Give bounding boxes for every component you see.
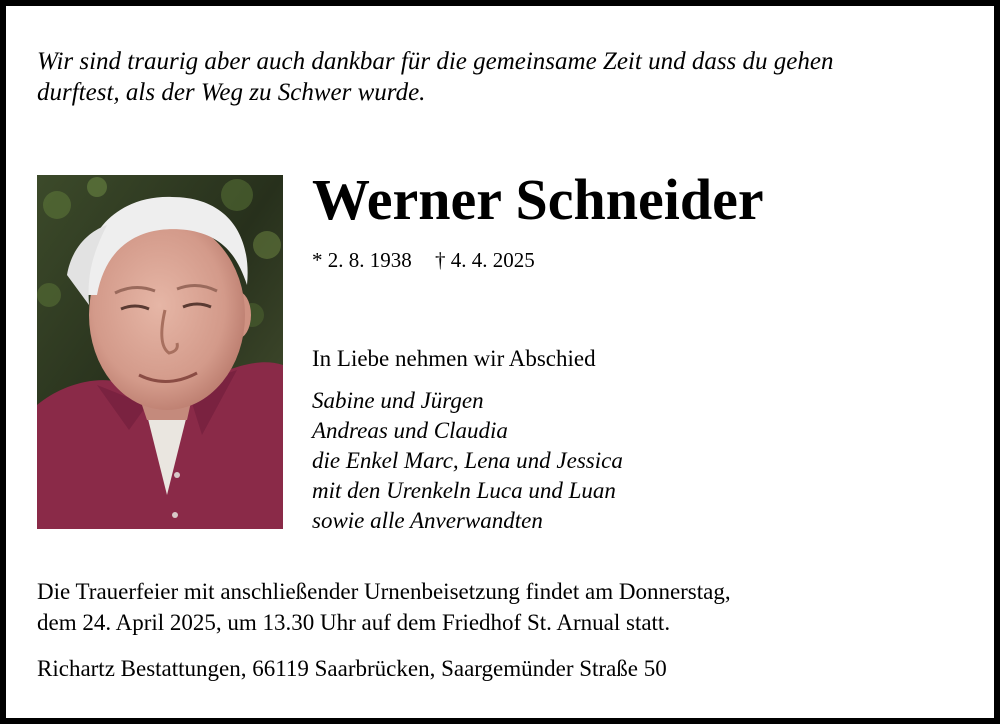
mourner-line: die Enkel Marc, Lena und Jessica (312, 448, 623, 473)
deceased-name: Werner Schneider (312, 167, 764, 232)
mourner-line: sowie alle Anverwandten (312, 508, 543, 533)
motto (37, 46, 957, 108)
death-date: † 4. 4. 2025 (435, 248, 535, 272)
mourner-line: Andreas und Claudia (312, 418, 508, 443)
farewell-text: In Liebe nehmen wir Abschied (312, 346, 596, 371)
ceremony-line-1: Die Trauerfeier mit anschließender Urnenbeisetzung findet am Donnerstag, (37, 579, 731, 604)
mourner-line: mit den Urenkeln Luca und Luan (312, 478, 616, 503)
mourner-line: Sabine und Jürgen (312, 388, 484, 413)
ceremony-info (37, 576, 977, 638)
ceremony-line-2: dem 24. April 2025, um 13.30 Uhr auf dem Friedhof St. Arnual statt. (37, 610, 671, 635)
motto-line-1: Wir sind traurig aber auch dankbar für die gemeinsame Zeit und dass du gehen (37, 48, 834, 75)
motto-line-2: durftest, als der Weg zu Schwer wurde. (37, 79, 426, 106)
mourners-list (312, 386, 623, 536)
undertaker-info: Richartz Bestattungen, 66119 Saarbrücken, Saargemünder Straße 50 (37, 656, 667, 681)
portrait-photo (37, 175, 283, 529)
birth-date: * 2. 8. 1938 (312, 248, 412, 272)
life-dates (312, 248, 553, 273)
portrait-illustration (37, 175, 283, 529)
